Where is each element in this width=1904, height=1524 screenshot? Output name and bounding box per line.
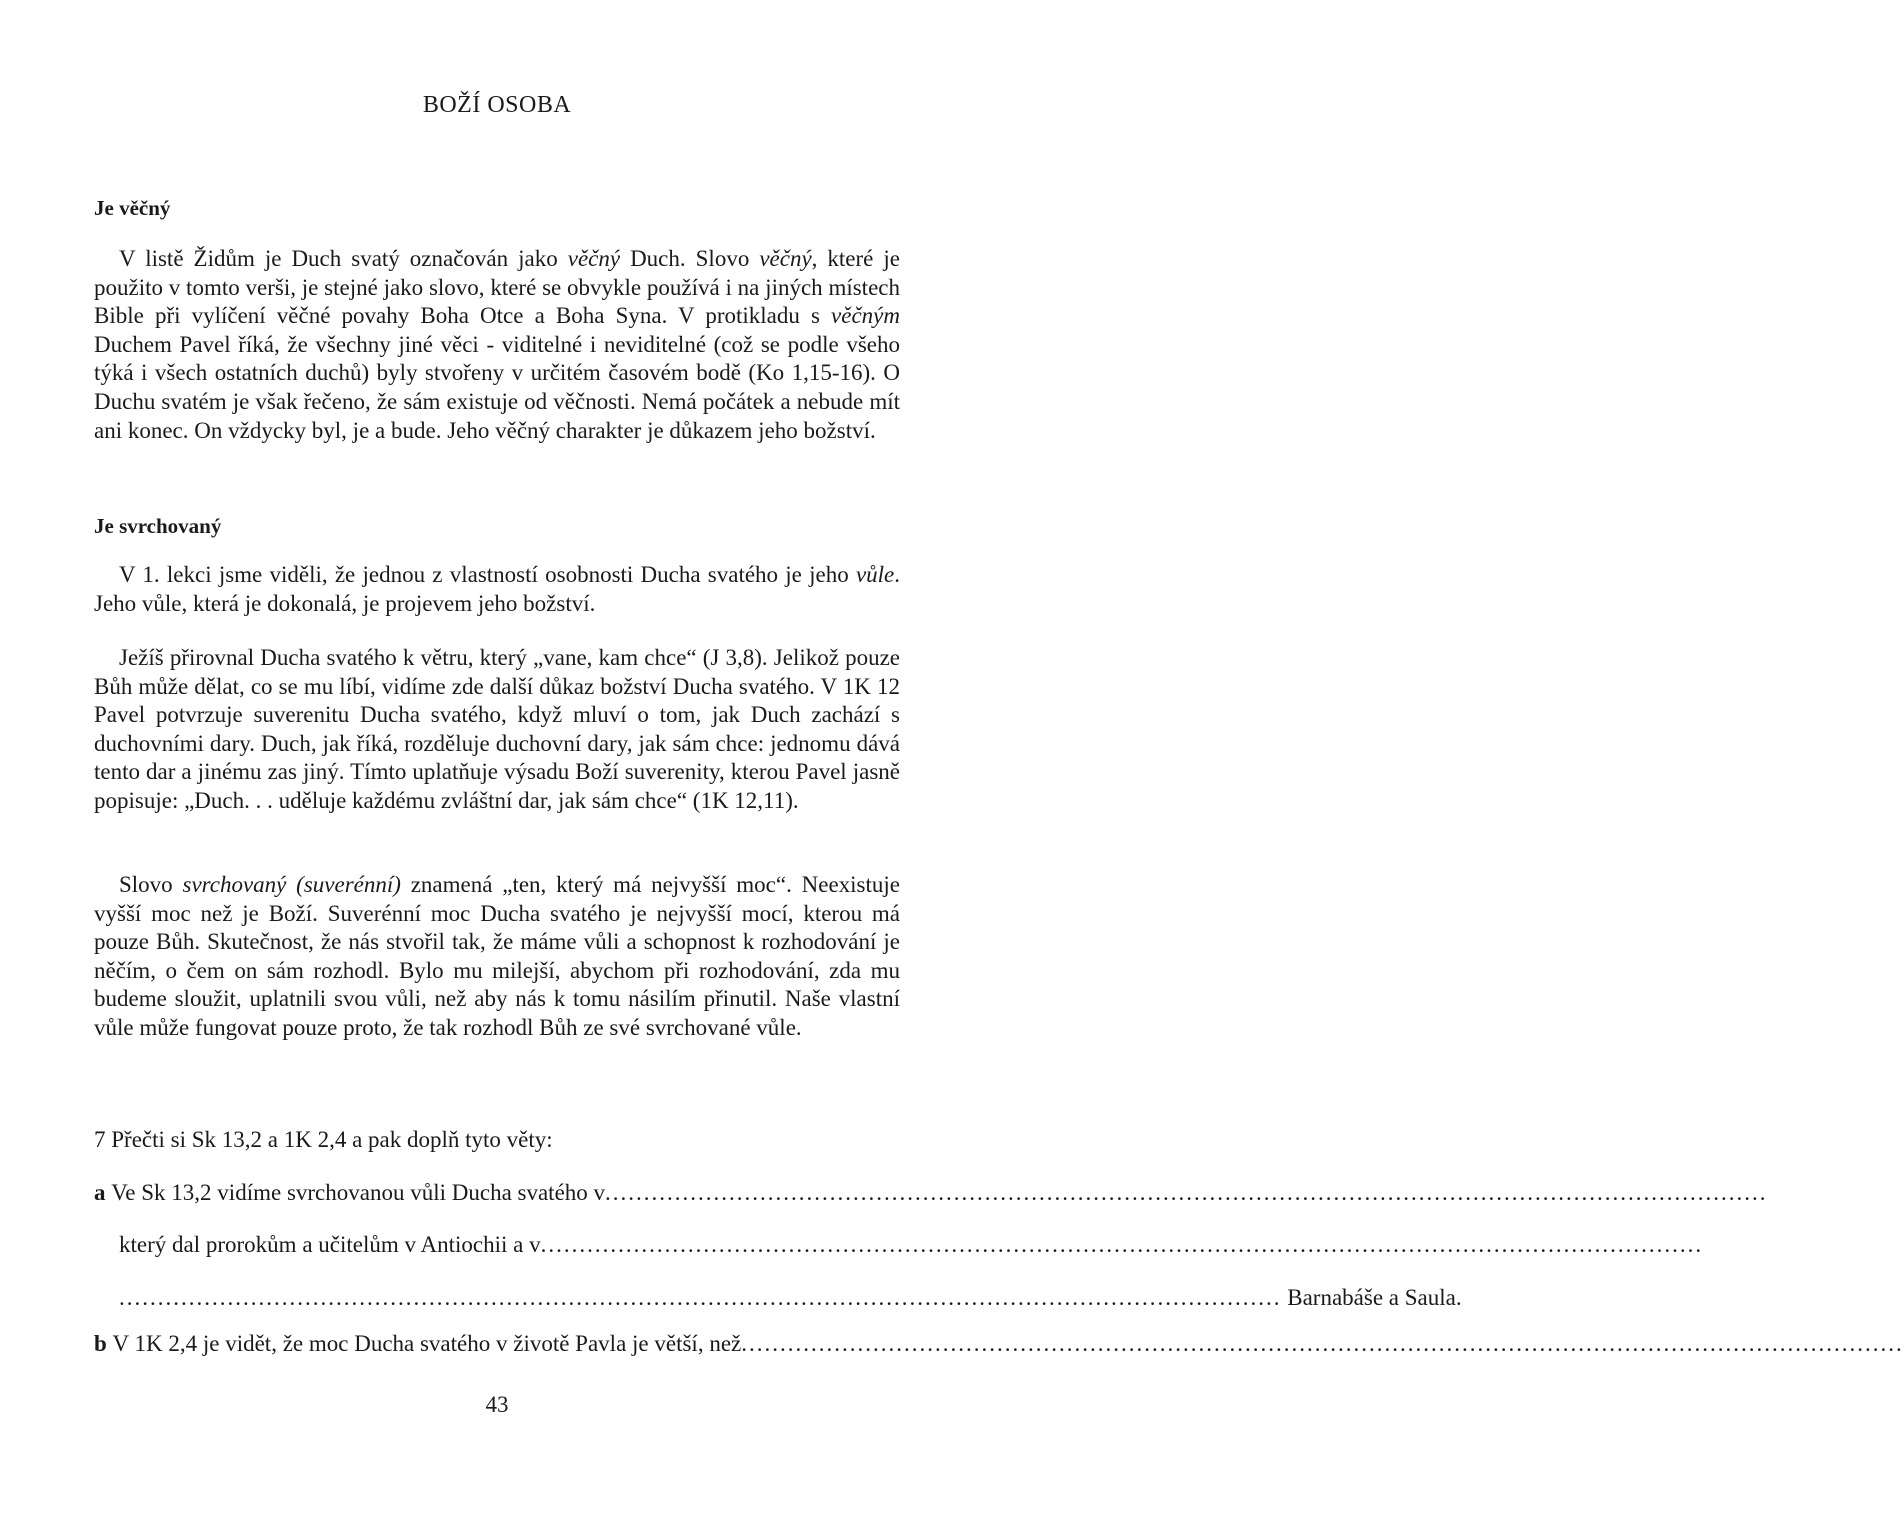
text-run: V 1. lekci jsme viděli, že jednou z vlastností osobnosti Ducha svatého je jeho [119,562,856,587]
exercise-item-a [94,1179,1768,1207]
item-b-letter: b [94,1331,107,1356]
item-a-line2-text: který dal prorokům a učitelům v Antiochii a v [119,1232,541,1257]
item-a-blank-1[interactable]: ...................................................................................................................................................... [605,1180,1768,1205]
exercise-item-b [94,1330,1904,1358]
section-heading-eternal: Je věčný [94,196,171,220]
text-run: Duchem Pavel říká, že všechny jiné věci - viditelné i neviditelné (což se podle všeho týká i všech ostatních duchů) byly stvořeny v určitém časovém bodě (Ko 1,15-16). O Duchu svatém je však řečeno, že sám existuje od věčnosti. Nemá počátek a nebude mít ani konec. On vždycky byl, je a bude. Jeho věčný charakter je důkazem jeho božství. [94,331,900,443]
paragraph-eternal [94,245,900,445]
item-a-blank-3[interactable]: ...................................................................................................................................................... [119,1285,1282,1310]
paragraph-will [94,561,900,618]
text-run: Ježíš přirovnal Ducha svatého k větru, který „vane, kam chce“ (J 3,8). Jelikož pouze Bůh může dělat, co se mu líbí, vidíme zde další důkaz božství Ducha svatého. V 1K 12 Pavel potvrzuje suverenitu Ducha svatého, když mluví o tom, jak Duch zachází s duchovními dary. Duch, jak říká, rozděluje duchovní dary, jak sám chce: jednomu dává tento dar a jinému zas jiný. Tímto uplatňuje výsadu Boží suverenity, kterou Pavel jasně popisuje: „Duch. . . uděluje každému zvláštní dar, jak sám chce“ (1K 12,11). [94,645,900,813]
running-head: BOŽÍ OSOBA [422,92,572,118]
item-b-text: V 1K 2,4 je vidět, že moc Ducha svatého v životě Pavla je větší, než [112,1331,742,1356]
italic-term: svrchovaný (suverénní) [182,872,401,897]
item-a-text: Ve Sk 13,2 vidíme svrchovanou vůli Ducha svatého v [111,1180,606,1205]
text-run: , které je použito v tomto verši, je stejné jako slovo, které se obvykle používá i na jiných místech Bible při vylíčení věčné povahy Boha Otce a Boha Syna. V protikladu s [94,246,900,329]
exercise-item-a-line3 [119,1284,1462,1312]
text-run: Slovo [119,872,183,897]
paragraph-wind [94,644,900,816]
italic-term: věčným [831,303,900,329]
text-run: znamená „ten, který má nejvyšší moc“. Neexistuje vyšší moc než je Boží. Suverénní moc Ducha svatého je nejvyšší mocí, kterou má pouze Bůh. Skutečnost, že nás stvořil tak, že máme vůli a schopnost k rozhodování je něčím, o čem on sám rozhodl. Bylo mu milejší, abychom při rozhodování, zda mu budeme sloužit, uplatnili svou vůli, než aby nás k tomu násilím přinutil. Naše vlastní vůle může fungovat pouze proto, že tak rozhodl Bůh ze své svrchované vůle. [94,872,900,1040]
italic-term: věčný [567,246,621,271]
exercise-item-a-line2 [119,1231,1704,1259]
italic-term: věčný [759,246,812,271]
paragraph-sovereign-definition [94,871,900,1043]
text-run: . Jeho vůle, která je dokonalá, je projevem jeho božství. [94,562,900,616]
exercise-prompt: 7 Přečti si Sk 13,2 a 1K 2,4 a pak doplň tyto věty: [94,1127,553,1152]
page-number: 43 [485,1392,509,1417]
italic-term: vůle [855,562,895,587]
document-page [94,0,1904,1524]
section-heading-sovereign: Je svrchovaný [94,514,222,538]
text-run: V listě Židům je Duch svatý označován jako [119,246,568,271]
item-a-blank-2[interactable]: ...................................................................................................................................................... [540,1232,1704,1257]
text-run: Duch. Slovo [620,246,760,271]
item-a-letter: a [94,1180,106,1205]
item-b-blank[interactable]: ...................................................................................................................................................... [741,1331,1904,1356]
item-a-line3-end: Barnabáše a Saula. [1287,1285,1462,1310]
